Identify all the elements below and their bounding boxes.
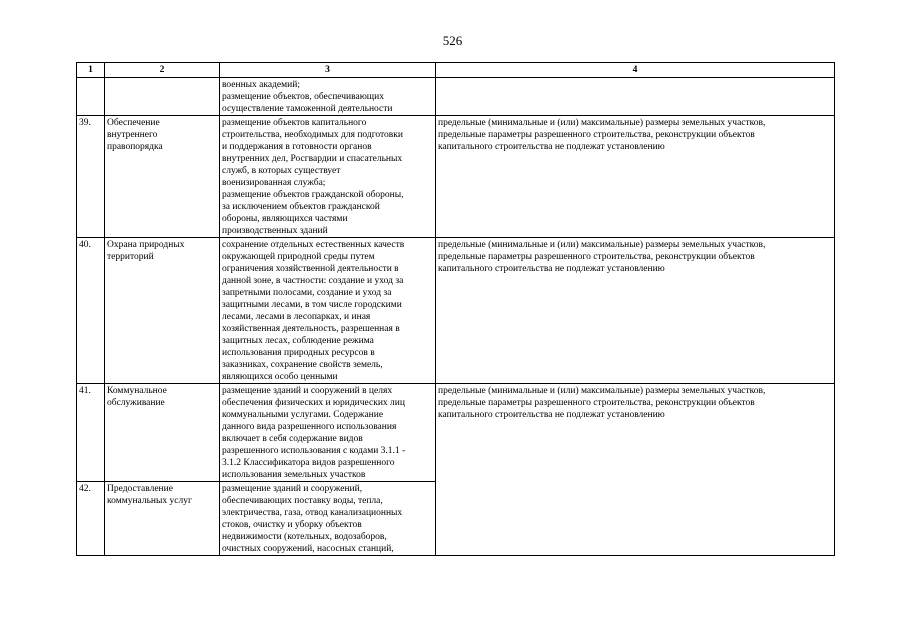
row-name <box>105 78 220 116</box>
row-name: Охрана природных территорий <box>105 238 220 384</box>
table-header-row <box>77 63 835 78</box>
column-header-3: 3 <box>220 63 436 78</box>
row-params <box>436 78 835 116</box>
row-description: сохранение отдельных естественных качеств окружающей природной среды путем ограничения хозяйственной деятельности в данной зоне, в частности: создание и уход за запретными полосами, создание и уход за защитными лесами, в том числе городскими лесами, лесами в лесопарках, и иная хозяйственная деятельность, разрешенная в защитных лесах, соблюдение режима использования природных ресурсов в заказниках, сохранение свойств земель, являющихся особо ценными <box>220 238 436 384</box>
column-header-4: 4 <box>436 63 835 78</box>
row-number <box>77 78 105 116</box>
row-name: Коммунальное обслуживание <box>105 384 220 482</box>
row-number: 41. <box>77 384 105 482</box>
column-header-1: 1 <box>77 63 105 78</box>
page-number: 526 <box>442 33 463 48</box>
table-row <box>77 238 835 384</box>
table-row <box>77 384 835 482</box>
row-params: предельные (минимальные и (или) максимальные) размеры земельных участков, предельные параметры разрешенного строительства, реконструкции объектов капитального строительства не подлежат установлению <box>436 384 835 556</box>
row-number: 40. <box>77 238 105 384</box>
column-header-2: 2 <box>105 63 220 78</box>
table-row <box>77 78 835 116</box>
table-row <box>77 116 835 238</box>
row-description: размещение зданий и сооружений в целях обеспечения физических и юридических лиц коммунальными услугами. Содержание данного вида разрешенного использования включает в себя содержание видов разрешенного использования с кодами 3.1.1 - 3.1.2 Классификатора видов разрешенного использования земельных участков <box>220 384 436 482</box>
row-description: военных академий; размещение объектов, обеспечивающих осуществление таможенной деятельности <box>220 78 436 116</box>
row-params: предельные (минимальные и (или) максимальные) размеры земельных участков, предельные параметры разрешенного строительства, реконструкции объектов капитального строительства не подлежат установлению <box>436 116 835 238</box>
row-name: Обеспечение внутреннего правопорядка <box>105 116 220 238</box>
row-number: 42. <box>77 482 105 556</box>
row-number: 39. <box>77 116 105 238</box>
row-name: Предоставление коммунальных услуг <box>105 482 220 556</box>
row-params: предельные (минимальные и (или) максимальные) размеры земельных участков, предельные параметры разрешенного строительства, реконструкции объектов капитального строительства не подлежат установлению <box>436 238 835 384</box>
row-description: размещение зданий и сооружений, обеспечивающих поставку воды, тепла, электричества, газа, отвод канализационных стоков, очистку и уборку объектов недвижимости (котельных, водозаборов, очистных сооружений, насосных станций, <box>220 482 436 556</box>
regulations-table <box>76 62 835 556</box>
row-description: размещение объектов капитального строительства, необходимых для подготовки и поддержания в готовности органов внутренних дел, Росгвардии и спасательных служб, в которых существует военизированная служба; размещение объектов гражданской обороны, за исключением объектов гражданской обороны, являющихся частями производственных зданий <box>220 116 436 238</box>
